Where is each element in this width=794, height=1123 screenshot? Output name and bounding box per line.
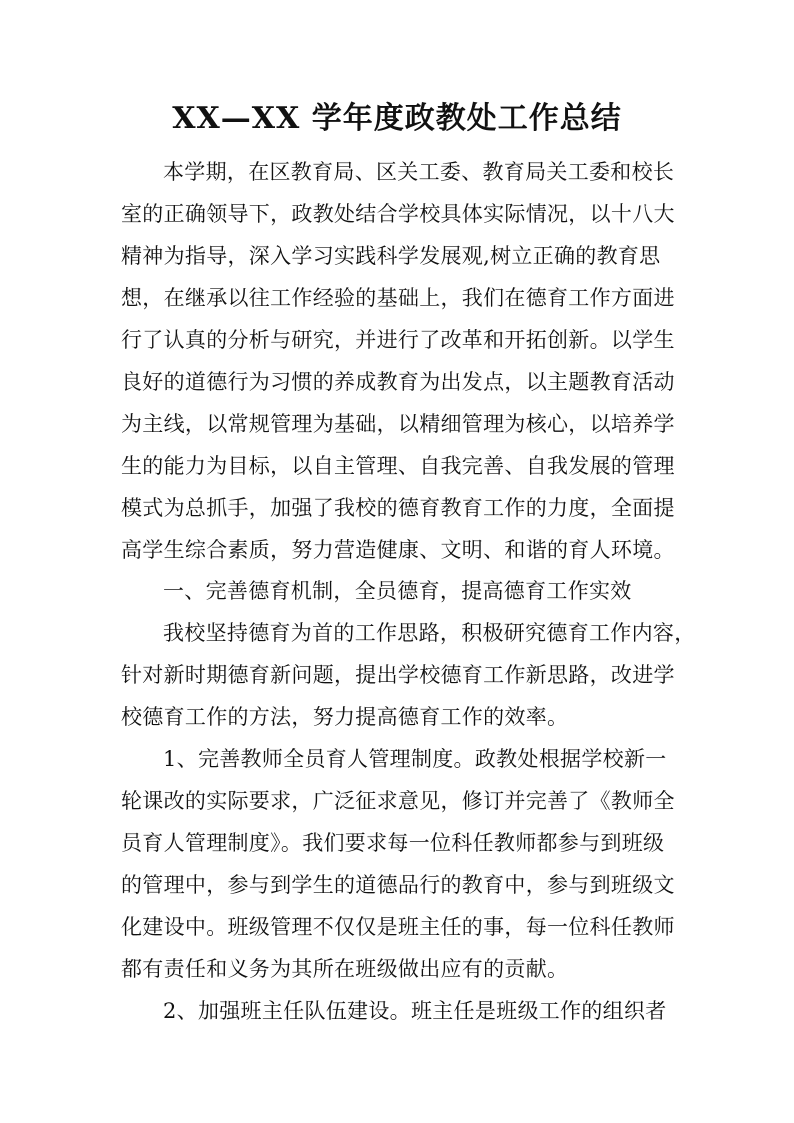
paragraph-line: 化建设中。班级管理不仅仅是班主任的事，每一位科任教师	[121, 915, 675, 939]
paragraph-line: 想，在继承以往工作经验的基础上，我们在德育工作方面进	[121, 286, 675, 310]
section-heading: 一、完善德育机制，全员德育，提高德育工作实效	[163, 579, 632, 603]
paragraph-line: 员育人管理制度》。我们要求每一位科任教师都参与到班级	[121, 831, 665, 855]
paragraph-line: 我校坚持德育为首的工作思路，积极研究德育工作内容，	[163, 621, 696, 645]
paragraph-line: 轮课改的实际要求，广泛征求意见，修订并完善了《教师全	[121, 789, 675, 813]
paragraph-line: 校德育工作的方法，努力提高德育工作的效率。	[121, 705, 569, 729]
document-title: XX—XX 学年度政教处工作总结	[172, 101, 622, 136]
paragraph-line: 本学期，在区教育局、区关工委、教育局关工委和校长	[163, 160, 675, 184]
paragraph-line: 室的正确领导下，政教处结合学校具体实际情况，以十八大	[121, 202, 675, 226]
paragraph-line: 2、加强班主任队伍建设。班主任是班级工作的组织者	[163, 999, 667, 1023]
paragraph-line: 良好的道德行为习惯的养成教育为出发点，以主题教育活动	[121, 370, 675, 394]
paragraph-line: 模式为总抓手，加强了我校的德育教育工作的力度，全面提	[121, 496, 675, 520]
paragraph-line: 高学生综合素质，努力营造健康、文明、和谐的育人环境。	[121, 538, 675, 562]
paragraph-line: 1、完善教师全员育人管理制度。政教处根据学校新一	[163, 747, 667, 771]
paragraph-line: 行了认真的分析与研究，并进行了改革和开拓创新。以学生	[121, 328, 675, 352]
paragraph-line: 生的能力为目标，以自主管理、自我完善、自我发展的管理	[121, 454, 675, 478]
paragraph-line: 针对新时期德育新问题，提出学校德育工作新思路，改进学	[121, 663, 675, 687]
paragraph-line: 都有责任和义务为其所在班级做出应有的贡献。	[121, 957, 569, 981]
paragraph-line: 精神为指导，深入学习实践科学发展观,树立正确的教育思	[121, 244, 661, 268]
paragraph-line: 的管理中，参与到学生的道德品行的教育中，参与到班级文	[121, 873, 675, 897]
paragraph-line: 为主线，以常规管理为基础，以精细管理为核心，以培养学	[121, 412, 675, 436]
